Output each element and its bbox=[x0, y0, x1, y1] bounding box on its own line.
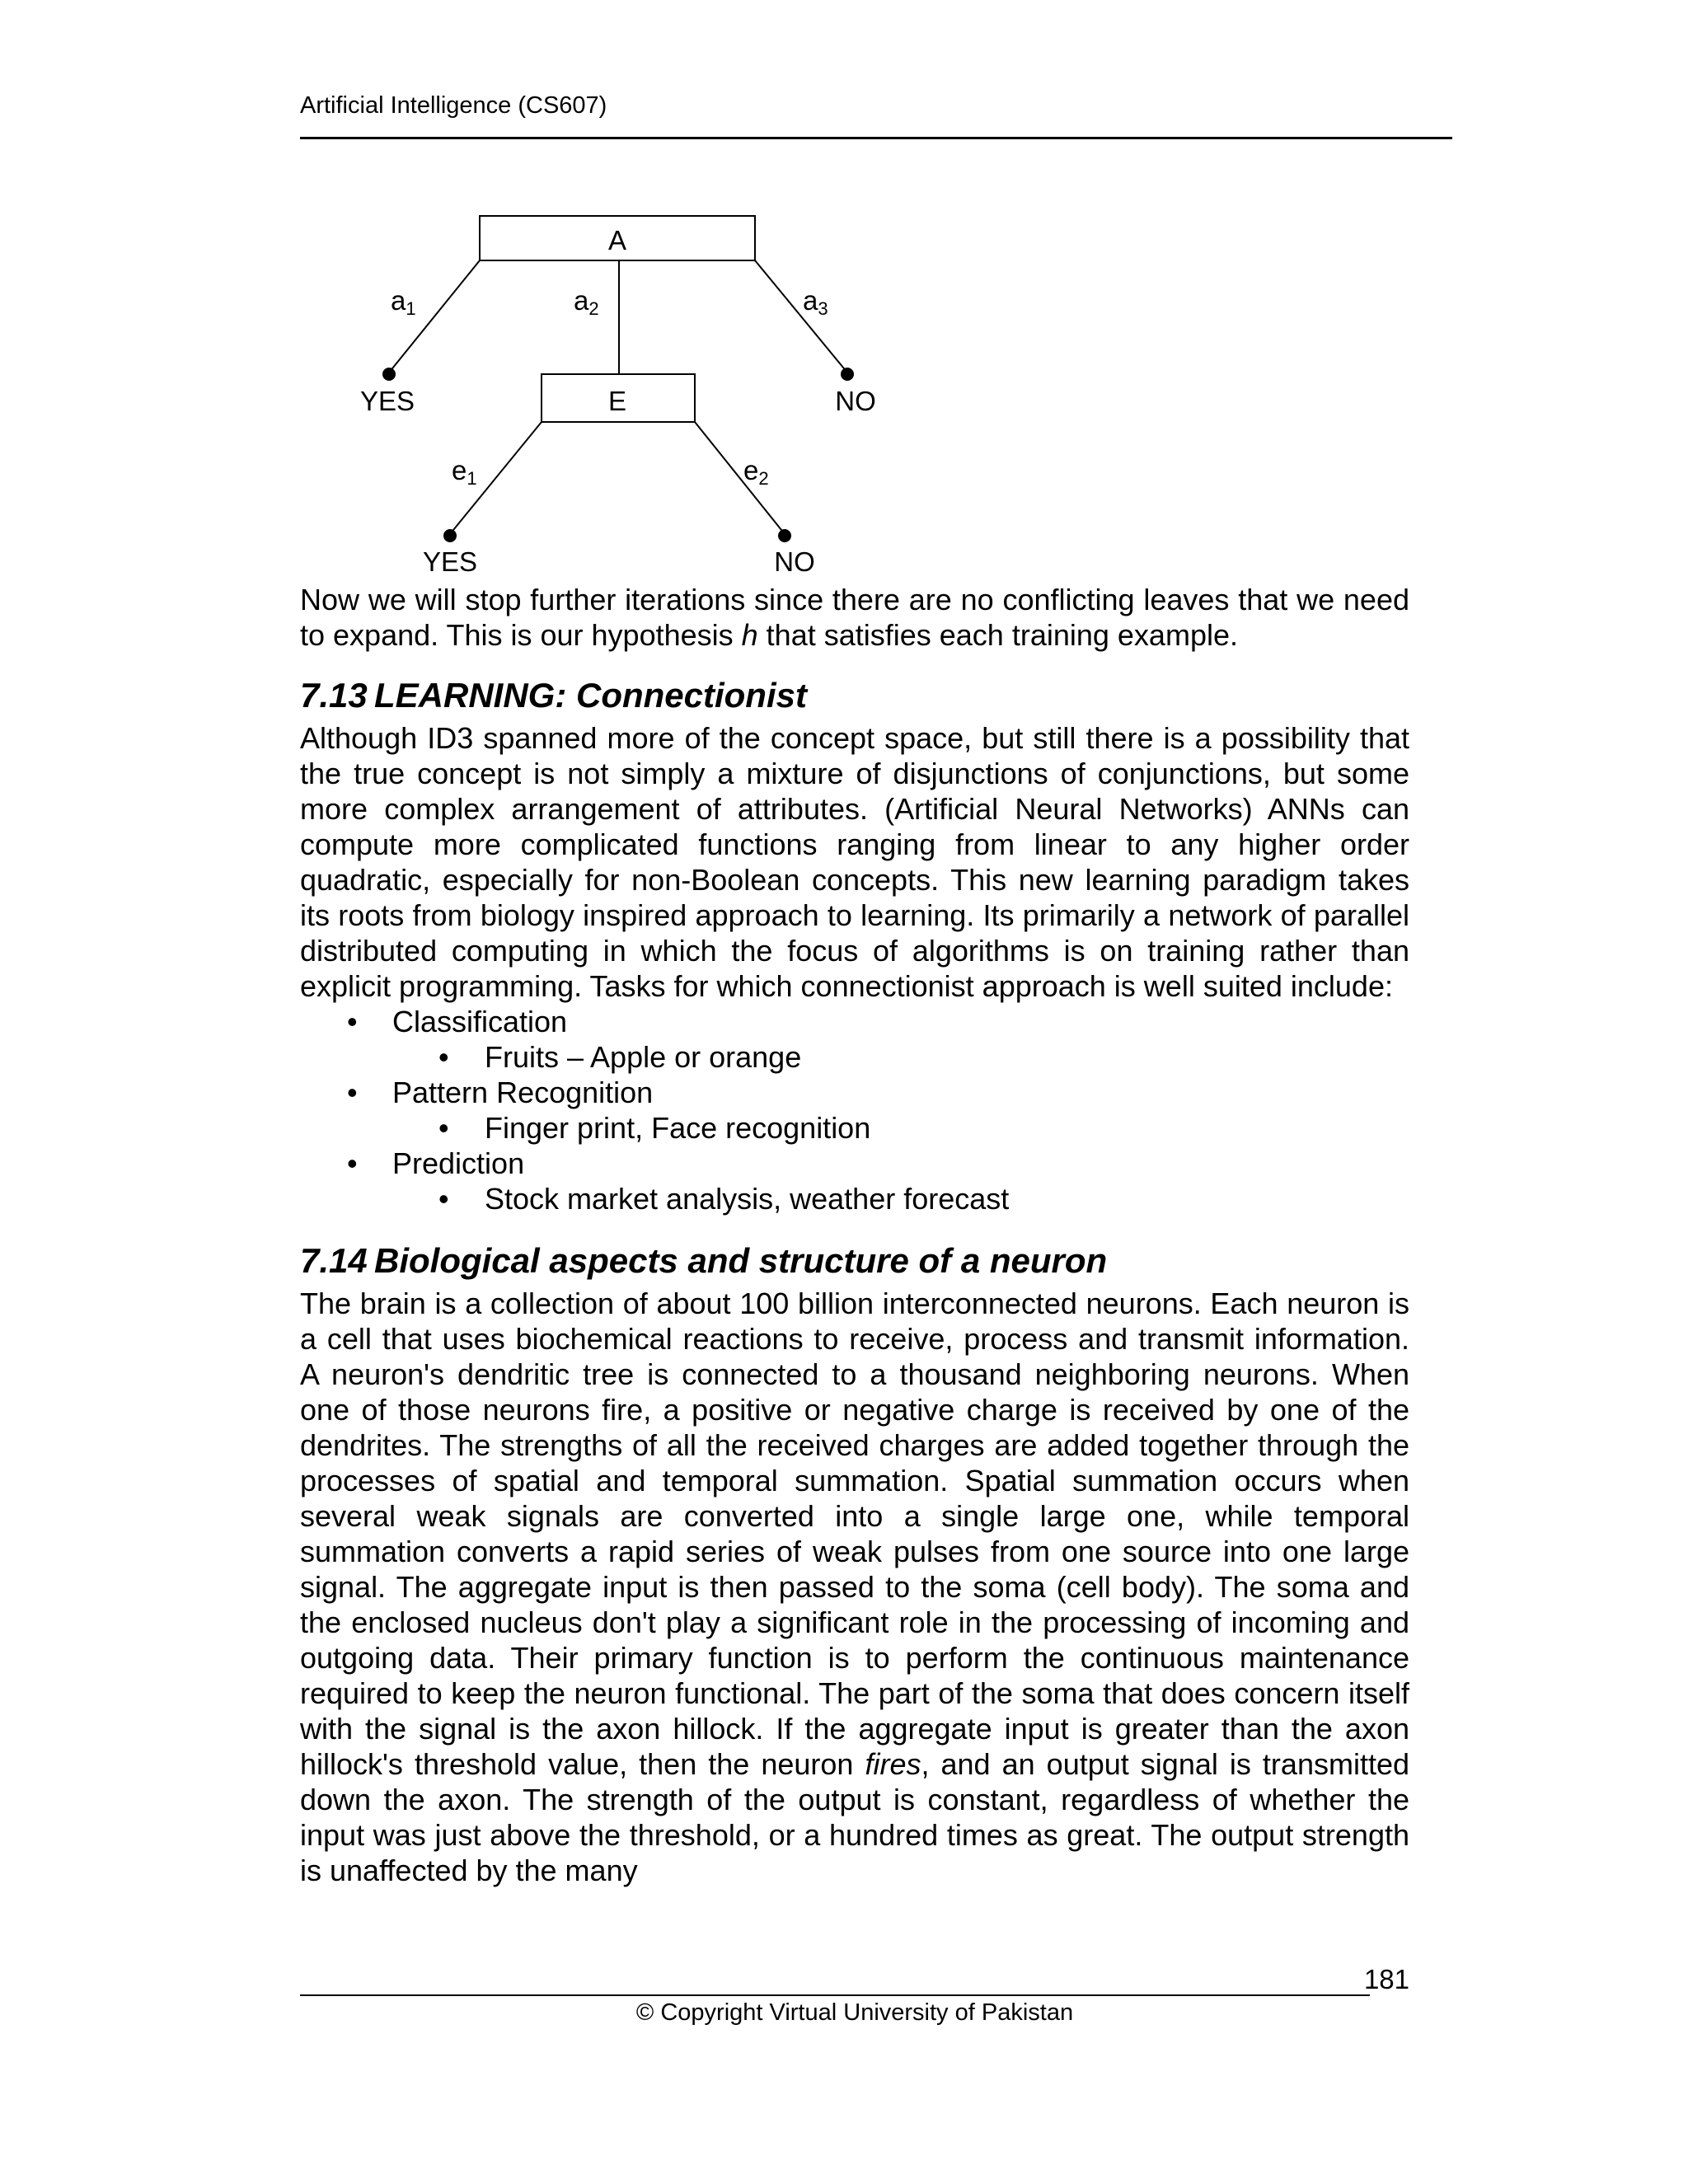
page-number: 181 bbox=[1363, 1964, 1409, 1994]
list-item: • Finger print, Face recognition bbox=[438, 1111, 871, 1145]
tree-leaf-dot-yes-2 bbox=[443, 529, 457, 542]
intro-paragraph: Now we will stop further iterations since there are no conflicting leaves that we need to expand. This is our hypothesis h that satisfies each training example. bbox=[300, 583, 1409, 652]
tree-branch-label-a2: a2 bbox=[574, 285, 599, 319]
list-item: • Fruits – Apple or orange bbox=[438, 1040, 802, 1074]
list-item: • Pattern Recognition bbox=[347, 1076, 654, 1109]
bullet-icon: • bbox=[347, 1005, 358, 1038]
tree-branch-label-a3: a3 bbox=[803, 285, 828, 319]
main-content bbox=[300, 582, 1409, 1888]
fires-emphasis: fires bbox=[865, 1747, 921, 1781]
tree-edge-e2 bbox=[695, 422, 785, 534]
hypothesis-symbol: h bbox=[741, 618, 758, 652]
tree-leaf-no-1: NO bbox=[835, 386, 876, 416]
bullet-icon: • bbox=[438, 1182, 449, 1216]
tree-branch-label-e2: e2 bbox=[743, 455, 769, 489]
list-item: • Prediction bbox=[347, 1146, 525, 1180]
bullet-icon: • bbox=[438, 1040, 449, 1074]
tree-leaf-yes-1: YES bbox=[359, 386, 415, 416]
footer-divider bbox=[300, 1994, 1370, 1996]
tree-branch-label-a1: a1 bbox=[391, 285, 416, 319]
section-heading-7-13: 7.13 LEARNING: Connectionist bbox=[300, 676, 807, 715]
tree-node-e-label: E bbox=[607, 386, 627, 416]
tree-edge-a3 bbox=[755, 260, 847, 373]
copyright-notice: © Copyright Virtual University of Pakistan bbox=[635, 1999, 1074, 2026]
tree-leaf-dot-no-2 bbox=[778, 529, 791, 542]
section-7-14-paragraph: The brain is a collection of about 100 billion interconnected neurons. Each neuron is a cell that uses biochemical reactions to receive, process and transmit information. A neuron's dendritic tree is connected to a thousand neighboring neurons. When one of those neurons fire, a positive or negative charge is received by one of the dendrites. The strengths of all the received charges are added together through the processes of spatial and temporal summation. Spatial summation occurs when several weak signals are converted into a single large one, while temporal summation converts a rapid series of weak pulses from one source into one large signal. The aggregate input is then passed to the soma (cell body). The soma and the enclosed nucleus don't play a significant role in the processing of incoming and outgoing data. Their primary function is to perform the continuous maintenance required to keep the neuron functional. The part of the soma that does concern itself with the signal is the axon hillock. If the aggregate input is greater than the axon hillock's threshold value, then the neuron fires, and an output signal is transmitted down the axon. The strength of the output is constant, regardless of whether the input was just above the threshold, or a hundred times as great. The output strength is unaffected by the many bbox=[300, 1286, 1409, 1887]
decision-tree-diagram bbox=[300, 206, 959, 585]
task-list bbox=[300, 1004, 1409, 1216]
tree-node-a-label: A bbox=[607, 225, 627, 255]
tree-branch-label-e1: e1 bbox=[452, 455, 477, 489]
header-divider bbox=[300, 137, 1452, 139]
list-item: • Stock market analysis, weather forecast bbox=[438, 1182, 1010, 1216]
list-item: • Classification bbox=[347, 1005, 568, 1038]
section-7-13-paragraph: Although ID3 spanned more of the concept space, but still there is a possibility that the true concept is not simply a mixture of disjunctions of conjunctions, but some more complex arrangement of attributes. (Artificial Neural Networks) ANNs can compute more complicated functions ranging from linear to any higher order quadratic, especially for non-Boolean concepts. This new learning paradigm takes its roots from biology inspired approach to learning. Its primarily a network of parallel distributed computing in which the focus of algorithms is on training rather than explicit programming. Tasks for which connectionist approach is well suited include: bbox=[300, 721, 1409, 1003]
tree-leaf-dot-no-1 bbox=[841, 368, 854, 381]
tree-leaf-dot-yes-1 bbox=[382, 368, 396, 381]
bullet-icon: • bbox=[438, 1111, 449, 1145]
page-header-title: Artificial Intelligence (CS607) bbox=[300, 92, 607, 119]
bullet-icon: • bbox=[347, 1076, 358, 1109]
section-heading-7-14: 7.14 Biological aspects and structure of a neuron bbox=[300, 1241, 1108, 1280]
tree-leaf-no-2: NO bbox=[774, 546, 815, 577]
bullet-icon: • bbox=[347, 1146, 358, 1180]
tree-leaf-yes-2: YES bbox=[422, 546, 478, 577]
tree-edge-a1 bbox=[389, 260, 480, 373]
